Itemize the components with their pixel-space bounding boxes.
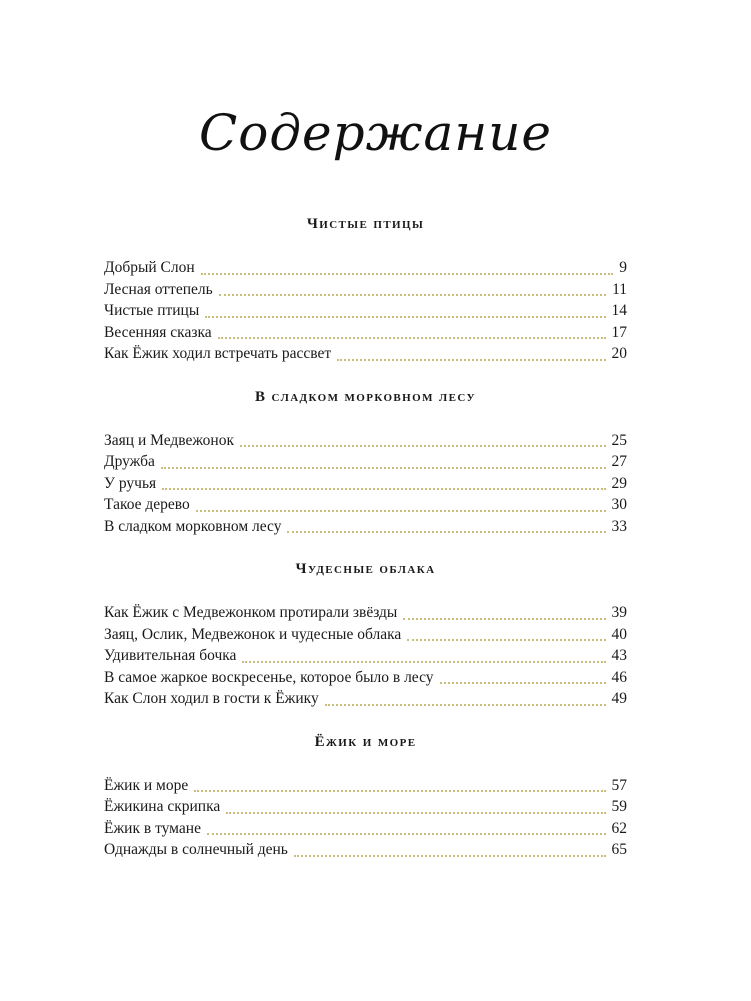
- entry-page-number: 11: [612, 280, 627, 298]
- entry-page-number: 43: [611, 647, 627, 664]
- entry-title: Заяц, Ослик, Медвежонок и чудесные облака: [104, 625, 402, 643]
- entry-page-number: 40: [611, 625, 627, 643]
- entry-page-number: 20: [611, 345, 627, 362]
- dot-leader: [325, 704, 606, 706]
- toc-entry[interactable]: [104, 645, 627, 667]
- dot-leader: [226, 812, 605, 814]
- entry-title: Добрый Слон: [104, 259, 195, 276]
- toc-entry[interactable]: [104, 257, 627, 279]
- toc-entry[interactable]: [104, 516, 627, 538]
- entry-page-number: 57: [611, 776, 627, 794]
- toc-entry[interactable]: [104, 279, 627, 301]
- entry-title: Такое дерево: [104, 496, 190, 513]
- toc-entry[interactable]: [104, 430, 627, 452]
- entry-title: Удивительная бочка: [104, 647, 237, 664]
- entry-page-number: 33: [611, 517, 627, 535]
- toc-section: [104, 385, 627, 538]
- toc-entry[interactable]: [104, 624, 627, 646]
- toc-section: [104, 212, 627, 365]
- entry-title: Однажды в солнечный день: [104, 841, 288, 858]
- dot-leader: [287, 531, 605, 533]
- table-of-contents: [104, 212, 627, 881]
- dot-leader: [403, 618, 605, 620]
- dot-leader: [161, 467, 606, 469]
- entry-title: Ёжикина скрипка: [104, 798, 221, 815]
- toc-entry[interactable]: [104, 818, 627, 840]
- entry-title: Заяц и Медвежонок: [104, 431, 235, 449]
- entry-page-number: 39: [611, 604, 627, 621]
- toc-entry[interactable]: [104, 775, 627, 797]
- dot-leader: [219, 294, 606, 296]
- dot-leader: [407, 639, 605, 641]
- entry-page-number: 27: [611, 453, 627, 470]
- entry-page-number: 17: [611, 323, 627, 341]
- section-heading: В сладком морковном лесу: [254, 388, 477, 405]
- toc-entry[interactable]: [104, 494, 627, 516]
- entry-page-number: 59: [611, 798, 627, 815]
- entry-page-number: 49: [611, 690, 627, 707]
- entry-title: В самое жаркое воскресенье, которое было в лесу: [104, 668, 434, 686]
- entry-title: Чистые птицы: [104, 302, 200, 319]
- entry-page-number: 14: [611, 302, 627, 319]
- entry-title: Дружба: [104, 453, 155, 470]
- toc-entry[interactable]: [104, 667, 627, 689]
- entry-title: У ручья: [104, 474, 157, 492]
- toc-entry[interactable]: [104, 451, 627, 473]
- toc-section: [104, 730, 627, 861]
- dot-leader: [205, 316, 605, 318]
- entry-title: Как Ёжик с Медвежонком протирали звёзды: [104, 604, 398, 621]
- dot-leader: [218, 337, 606, 339]
- entry-page-number: 30: [611, 496, 627, 513]
- entry-title: Лесная оттепель: [104, 280, 213, 298]
- entry-title: Как Слон ходил в гости к Ёжику: [104, 690, 319, 707]
- entry-page-number: 46: [611, 668, 627, 686]
- toc-entry[interactable]: [104, 688, 627, 710]
- toc-section: [104, 557, 627, 710]
- toc-entry[interactable]: [104, 839, 627, 861]
- dot-leader: [162, 488, 605, 490]
- dot-leader: [337, 359, 605, 361]
- dot-leader: [207, 833, 606, 835]
- dot-leader: [194, 790, 605, 792]
- toc-entry[interactable]: [104, 473, 627, 495]
- entry-page-number: 29: [611, 474, 627, 492]
- dot-leader: [201, 273, 614, 275]
- entry-page-number: 9: [619, 259, 627, 276]
- entry-title: Ёжик в тумане: [104, 819, 201, 837]
- dot-leader: [242, 661, 605, 663]
- toc-entry[interactable]: [104, 602, 627, 624]
- section-heading: Ёжик и море: [314, 733, 417, 750]
- entry-title: Как Ёжик ходил встречать рассвет: [104, 345, 332, 362]
- dot-leader: [440, 682, 606, 684]
- page-title: Содержание: [198, 104, 553, 162]
- section-heading: Чудесные облака: [295, 561, 436, 577]
- entry-title: В сладком морковном лесу: [104, 517, 282, 535]
- dot-leader: [240, 445, 605, 447]
- toc-entry[interactable]: [104, 300, 627, 322]
- section-heading: Чистые птицы: [306, 216, 425, 232]
- entry-page-number: 25: [611, 431, 627, 449]
- entry-title: Ёжик и море: [104, 776, 189, 794]
- toc-entry[interactable]: [104, 796, 627, 818]
- dot-leader: [294, 855, 606, 857]
- toc-entry[interactable]: [104, 322, 627, 344]
- dot-leader: [196, 510, 606, 512]
- entry-page-number: 65: [611, 841, 627, 858]
- toc-entry[interactable]: [104, 343, 627, 365]
- entry-title: Весенняя сказка: [104, 323, 212, 341]
- entry-page-number: 62: [611, 819, 627, 837]
